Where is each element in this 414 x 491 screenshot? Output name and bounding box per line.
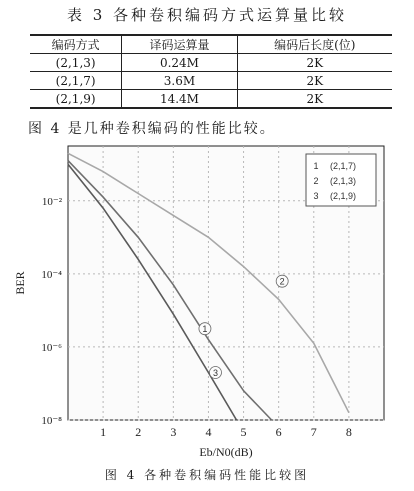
y-tick-label: 10⁻⁴ (41, 268, 62, 281)
x-tick-label: 4 (205, 425, 212, 439)
series-3-label: 3 (212, 368, 218, 379)
x-tick-label: 7 (310, 425, 317, 439)
table-header-cell: 编码方式 (30, 35, 122, 54)
table-title: 表 3 各种卷积编码方式运算量比较 (66, 6, 348, 24)
legend-label: (2,1,3) (330, 176, 357, 186)
table-cell: 2K (237, 72, 392, 90)
table-cell: 2K (237, 54, 392, 72)
x-tick-label: 5 (240, 425, 247, 439)
y-tick-label: 10⁻² (41, 195, 62, 208)
table-cell: 2K (237, 90, 392, 109)
ber-chart (0, 140, 414, 465)
table-header-row (30, 35, 392, 54)
table-cell: (2,1,7) (30, 72, 122, 90)
y-tick-label: 10⁻⁶ (41, 341, 62, 354)
table-cell: 3.6M (122, 72, 237, 90)
series-2-label: 2 (279, 276, 285, 287)
table-header-cell: 编码后长度(位) (237, 35, 392, 54)
table-header-cell: 译码运算量 (122, 35, 237, 54)
legend-marker: 1 (313, 161, 319, 171)
x-tick-label: 2 (135, 425, 142, 439)
x-tick-label: 8 (345, 425, 352, 439)
legend (306, 154, 376, 206)
table-cell: 14.4M (122, 90, 237, 109)
table-row (30, 72, 392, 90)
body-paragraph: 图 4 是几种卷积编码的性能比较。 (28, 121, 276, 137)
table-cell: (2,1,9) (30, 90, 122, 109)
comparison-table (30, 34, 392, 109)
legend-label: (2,1,7) (330, 161, 357, 171)
legend-marker: 3 (313, 191, 319, 201)
table-row (30, 54, 392, 72)
table-cell: 0.24M (122, 54, 237, 72)
x-tick-label: 1 (100, 425, 107, 439)
legend-marker: 2 (313, 176, 319, 186)
y-axis-label: BER (13, 271, 27, 295)
y-tick-label: 10⁻⁸ (41, 415, 62, 427)
figure-caption: 图 4 各种卷积编码性能比较图 (104, 468, 310, 482)
legend-label: (2,1,9) (330, 191, 357, 201)
x-axis-label: Eb/N0(dB) (199, 445, 253, 459)
table-cell: (2,1,3) (30, 54, 122, 72)
table-row (30, 90, 392, 109)
x-tick-label: 6 (275, 425, 282, 439)
series-1-label: 1 (202, 324, 208, 335)
x-tick-label: 3 (170, 425, 177, 439)
